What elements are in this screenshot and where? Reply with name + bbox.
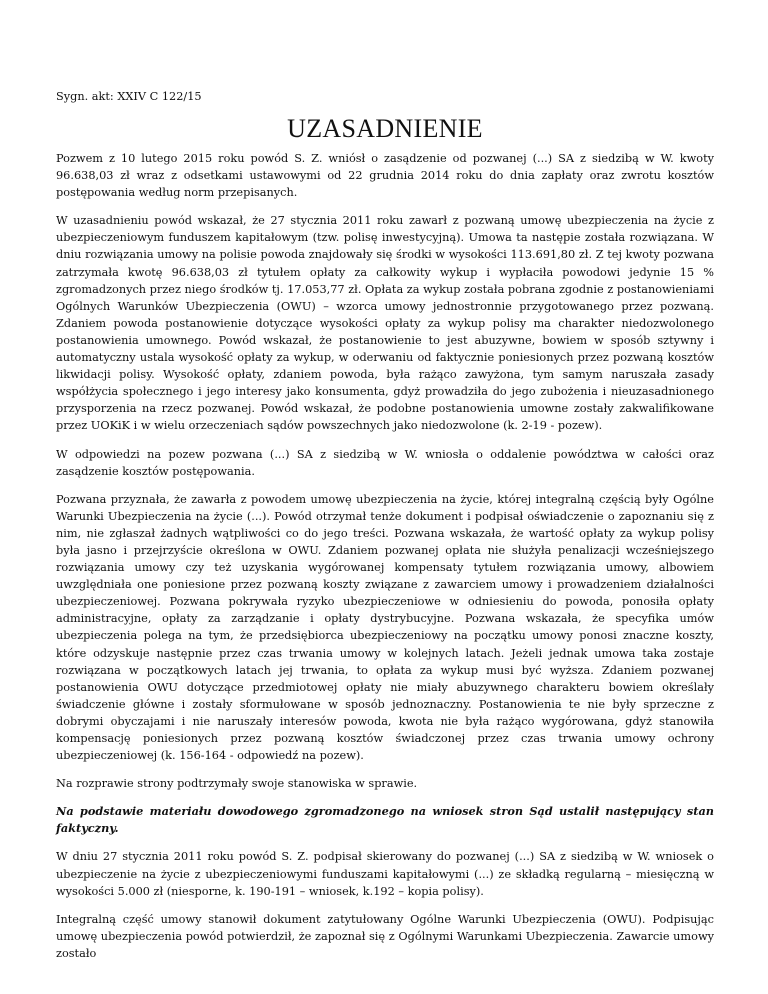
findings-heading: Na podstawie materiału dowodowego zgromadzonego na wniosek stron Sąd ustalił następujący stan faktyczny.: [56, 804, 714, 836]
document-page: [56, 90, 714, 973]
paragraph-defendant-position: Pozwana przyznała, że zawarła z powodem umowę ubezpieczenia na życie, której integralną częścią były Ogólne Warunki Ubezpieczenia na życie (...). Powód otrzymał tenże dokument i podpisał oświadczenie o zapoznaniu się z nim, nie zgłaszał żadnych wątpliwości co do jego treści. Pozwana wskazała, że wartość opłaty za wykup polisy była jasno i przejrzyście określona w OWU. Zdaniem pozwanej opłata nie służyła penalizacji wcześniejszego rozwiązania umowy czy też uzyskania wygórowanej kompensaty tytułem rozwiązania umowy, albowiem uwzględniała one poniesione przez pozwaną koszty związane z zawarciem umowy i prowadzeniem działalności ubezpieczeniowej. Pozwana pokrywała ryzyko ubezpieczeniowe w odniesieniu do powoda, ponosiła opłaty administracyjne, opłaty za zarządzanie i opłaty dystrybucyjne. Pozwana wskazała, że specyfika umów ubezpieczenia polega na tym, że przedsiębiorca ubezpieczeniowy na początku umowy ponosi znaczne koszty, które odzyskuje następnie przez czas trwania umowy w kolejnych latach. Jeżeli jednak umowa taka zostaje rozwiązana w początkowych latach jej trwania, to opłata za wykup musi być wyższa. Zdaniem pozwanej postanowienia OWU dotyczące przedmiotowej opłaty nie miały abuzywnego charakteru bowiem określały świadczenie główne i zostały sformułowane w sposób jednoznaczny. Postanowienia te nie były sprzeczne z dobrymi obyczajami i nie naruszały interesów powoda, kwota nie była rażąco wygórowana, gdyż stanowiła kompensację poniesionych przez pozwaną kosztów świadczonej przez czas trwania umowy ochrony ubezpieczeniowej (k. 156-164 - odpowiedź na pozew).: [56, 492, 714, 763]
paragraph-owu: Integralną część umowy stanowił dokument zatytułowany Ogólne Warunki Ubezpieczenia (OWU). Podpisując umowę ubezpieczenia powód potwierdził, że zapoznał się z Ogólnymi Warunkami Ubezpieczenia. Zawarcie umowy zostało: [56, 912, 714, 960]
paragraph-response: W odpowiedzi na pozew pozwana (...) SA z siedzibą w W. wniosła o oddalenie powództwa w całości oraz zasądzenie kosztów postępowania.: [56, 447, 714, 478]
paragraph-plaintiff-justification: W uzasadnieniu powód wskazał, że 27 stycznia 2011 roku zawarł z pozwaną umowę ubezpieczenia na życie z ubezpieczeniowym funduszem kapitałowym (tzw. polisę inwestycyjną). Umowa ta następie została rozwiązana. W dniu rozwiązania umowy na polisie powoda znajdowały się środki w wysokości 113.691,80 zł. Z tej kwoty pozwana zatrzymała kwotę 96.638,03 zł tytułem opłaty za całkowity wykup i wypłaciła powodowi jedynie 15 % zgromadzonych przez niego środków tj. 17.053,77 zł. Opłata za wykup została pobrana zgodnie z postanowieniami Ogólnych Warunków Ubezpieczenia (OWU) – wzorca umowy jednostronnie przygotowanego przez pozwaną. Zdaniem powoda postanowienie dotyczące wysokości opłaty za wykup polisy ma charakter niedozwolonego postanowienia umownego. Powód wskazał, że postanowienie to jest abuzywne, bowiem w sposób sztywny i automatyczny ustala wysokość opłaty za wykup, w oderwaniu od faktycznie poniesionych przez pozwaną kosztów likwidacji polisy. Wysokość opłaty, zdaniem powoda, była rażąco zawyżona, tym samym naruszała zasady współżycia społecznego i jego interesy jako konsumenta, gdyż prowadziła do jego zubożenia i nieuzasadnionego przysporzenia na rzecz pozwanej. Powód wskazał, że podobne postanowienia umowne zostały zakwalifikowane przez UOKiK i w wielu orzeczeniach sądów powszechnych jako niedozwolone (k. 2-19 - pozew).: [56, 214, 714, 433]
paragraph-claim: Pozwem z 10 lutego 2015 roku powód S. Z. wniósł o zasądzenie od pozwanej (...) SA z siedzibą w W. kwoty 96.638,03 zł wraz z odsetkami ustawowymi od 22 grudnia 2014 roku do dnia zapłaty oraz zwrotu kosztów postępowania według norm przepisanych.: [56, 152, 714, 200]
paragraph-application: W dniu 27 stycznia 2011 roku powód S. Z. podpisał skierowany do pozwanej (...) SA z siedzibą w W. wniosek o ubezpieczenie na życie z ubezpieczeniowymi funduszami kapitałowymi (...) ze składką regularną – miesięczną w wysokości 5.000 zł (niesporne, k. 190-191 – wniosek, k.192 – kopia polisy).: [56, 850, 714, 898]
document-title: UZASADNIENIE: [287, 114, 483, 143]
paragraph-hearing: Na rozprawie strony podtrzymały swoje stanowiska w sprawie.: [56, 777, 418, 791]
case-reference: Sygn. akt: XXIV C 122/15: [56, 90, 202, 103]
